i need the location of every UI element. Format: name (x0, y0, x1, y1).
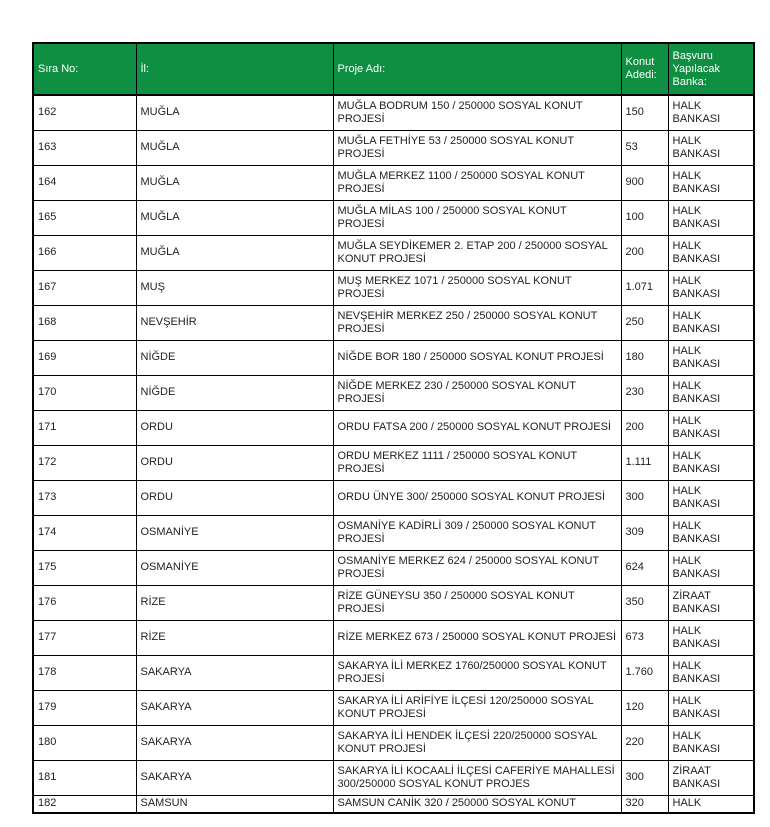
cell-banka: HALK BANKASI (668, 165, 754, 200)
table-row (33, 655, 754, 690)
table-row (33, 305, 754, 340)
cell-il: SAKARYA (136, 690, 333, 725)
table-row (33, 480, 754, 515)
table-row (33, 165, 754, 200)
cell-banka: HALK BANKASI (668, 655, 754, 690)
cell-banka: HALK BANKASI (668, 620, 754, 655)
cell-konut-adedi: 120 (621, 690, 668, 725)
cell-banka: HALK BANKASI (668, 410, 754, 445)
cell-proje-adi: ORDU FATSA 200 / 250000 SOSYAL KONUT PROJESİ (333, 410, 621, 445)
cell-il: NEVŞEHİR (136, 305, 333, 340)
cell-konut-adedi: 1.071 (621, 270, 668, 305)
cell-sira-no: 182 (33, 795, 136, 813)
cell-il: NİĞDE (136, 375, 333, 410)
cell-banka: HALK BANKASI (668, 270, 754, 305)
table-row (33, 760, 754, 795)
cell-il: OSMANİYE (136, 550, 333, 585)
cell-sira-no: 173 (33, 480, 136, 515)
cell-proje-adi: SAKARYA İLİ ARİFİYE İLÇESİ 120/250000 SOSYAL KONUT PROJESİ (333, 690, 621, 725)
cell-proje-adi: RİZE GÜNEYSU 350 / 250000 SOSYAL KONUT PROJESİ (333, 585, 621, 620)
cell-il: MUĞLA (136, 200, 333, 235)
cell-proje-adi: OSMANİYE KADİRLİ 309 / 250000 SOSYAL KONUT PROJESİ (333, 515, 621, 550)
column-header-sira-no: Sıra No: (33, 43, 136, 95)
cell-proje-adi: MUĞLA MİLAS 100 / 250000 SOSYAL KONUT PROJESİ (333, 200, 621, 235)
table-body (33, 95, 754, 813)
cell-sira-no: 169 (33, 340, 136, 375)
table-row (33, 550, 754, 585)
table-header (33, 43, 754, 95)
column-header-il: İl: (136, 43, 333, 95)
table-row (33, 375, 754, 410)
cell-sira-no: 177 (33, 620, 136, 655)
cell-proje-adi: NİĞDE BOR 180 / 250000 SOSYAL KONUT PROJESİ (333, 340, 621, 375)
cell-banka: HALK BANKASI (668, 95, 754, 130)
cell-il: OSMANİYE (136, 515, 333, 550)
table-row (33, 585, 754, 620)
cell-il: SAKARYA (136, 760, 333, 795)
cell-konut-adedi: 300 (621, 480, 668, 515)
cell-banka: HALK BANKASI (668, 305, 754, 340)
cell-proje-adi: SAKARYA İLİ KOCAALİ İLÇESİ CAFERİYE MAHALLESİ 300/250000 SOSYAL KONUT PROJES (333, 760, 621, 795)
cell-il: ORDU (136, 480, 333, 515)
cell-il: MUĞLA (136, 130, 333, 165)
column-header-konut-adedi: Konut Adedi: (621, 43, 668, 95)
table-row (33, 725, 754, 760)
cell-banka: HALK BANKASI (668, 445, 754, 480)
cell-sira-no: 171 (33, 410, 136, 445)
cell-banka: ZİRAAT BANKASI (668, 585, 754, 620)
cell-proje-adi: ORDU MERKEZ 1111 / 250000 SOSYAL KONUT PROJESİ (333, 445, 621, 480)
cell-proje-adi: SAMSUN CANİK 320 / 250000 SOSYAL KONUT (333, 795, 621, 813)
cell-konut-adedi: 100 (621, 200, 668, 235)
cell-sira-no: 179 (33, 690, 136, 725)
column-header-proje-adi: Proje Adı: (333, 43, 621, 95)
cell-sira-no: 176 (33, 585, 136, 620)
cell-proje-adi: MUĞLA BODRUM 150 / 250000 SOSYAL KONUT PROJESİ (333, 95, 621, 130)
column-header-basvuru-banka: Başvuru Yapılacak Banka: (668, 43, 754, 95)
cell-proje-adi: NİĞDE MERKEZ 230 / 250000 SOSYAL KONUT PROJESİ (333, 375, 621, 410)
table-row (33, 130, 754, 165)
cell-il: MUĞLA (136, 165, 333, 200)
cell-konut-adedi: 624 (621, 550, 668, 585)
cell-konut-adedi: 200 (621, 410, 668, 445)
cell-konut-adedi: 53 (621, 130, 668, 165)
cell-sira-no: 174 (33, 515, 136, 550)
table-row (33, 270, 754, 305)
cell-konut-adedi: 350 (621, 585, 668, 620)
cell-il: RİZE (136, 585, 333, 620)
cell-banka: HALK (668, 795, 754, 813)
cell-konut-adedi: 309 (621, 515, 668, 550)
cell-konut-adedi: 230 (621, 375, 668, 410)
header-row (33, 43, 754, 95)
cell-il: MUĞLA (136, 95, 333, 130)
cell-sira-no: 162 (33, 95, 136, 130)
cell-proje-adi: MUĞLA FETHİYE 53 / 250000 SOSYAL KONUT PROJESİ (333, 130, 621, 165)
cell-sira-no: 180 (33, 725, 136, 760)
cell-sira-no: 181 (33, 760, 136, 795)
table-row (33, 200, 754, 235)
cell-proje-adi: SAKARYA İLİ MERKEZ 1760/250000 SOSYAL KONUT PROJESİ (333, 655, 621, 690)
cell-sira-no: 170 (33, 375, 136, 410)
cell-sira-no: 166 (33, 235, 136, 270)
cell-konut-adedi: 200 (621, 235, 668, 270)
cell-banka: HALK BANKASI (668, 725, 754, 760)
cell-il: MUŞ (136, 270, 333, 305)
cell-sira-no: 178 (33, 655, 136, 690)
cell-proje-adi: OSMANİYE MERKEZ 624 / 250000 SOSYAL KONUT PROJESİ (333, 550, 621, 585)
cell-proje-adi: SAKARYA İLİ HENDEK İLÇESİ 220/250000 SOSYAL KONUT PROJESİ (333, 725, 621, 760)
cell-konut-adedi: 1.111 (621, 445, 668, 480)
cell-banka: HALK BANKASI (668, 550, 754, 585)
cell-konut-adedi: 1.760 (621, 655, 668, 690)
cell-konut-adedi: 300 (621, 760, 668, 795)
cell-il: SAMSUN (136, 795, 333, 813)
cell-sira-no: 163 (33, 130, 136, 165)
cell-konut-adedi: 250 (621, 305, 668, 340)
cell-banka: HALK BANKASI (668, 690, 754, 725)
cell-il: NİĞDE (136, 340, 333, 375)
cell-sira-no: 165 (33, 200, 136, 235)
table-row (33, 515, 754, 550)
cell-proje-adi: MUĞLA MERKEZ 1100 / 250000 SOSYAL KONUT PROJESİ (333, 165, 621, 200)
table-row (33, 410, 754, 445)
cell-proje-adi: MUĞLA SEYDİKEMER 2. ETAP 200 / 250000 SOSYAL KONUT PROJESİ (333, 235, 621, 270)
cell-banka: HALK BANKASI (668, 515, 754, 550)
cell-banka: ZİRAAT BANKASI (668, 760, 754, 795)
cell-il: ORDU (136, 445, 333, 480)
cell-sira-no: 167 (33, 270, 136, 305)
cell-konut-adedi: 900 (621, 165, 668, 200)
cell-proje-adi: MUŞ MERKEZ 1071 / 250000 SOSYAL KONUT PROJESİ (333, 270, 621, 305)
cell-proje-adi: RİZE MERKEZ 673 / 250000 SOSYAL KONUT PROJESİ (333, 620, 621, 655)
cell-il: SAKARYA (136, 655, 333, 690)
cell-banka: HALK BANKASI (668, 130, 754, 165)
housing-projects-table (32, 42, 755, 814)
cell-konut-adedi: 180 (621, 340, 668, 375)
cell-sira-no: 164 (33, 165, 136, 200)
table-row (33, 690, 754, 725)
cell-konut-adedi: 150 (621, 95, 668, 130)
cell-proje-adi: ORDU ÜNYE 300/ 250000 SOSYAL KONUT PROJESİ (333, 480, 621, 515)
cell-konut-adedi: 220 (621, 725, 668, 760)
table-row (33, 235, 754, 270)
cell-banka: HALK BANKASI (668, 340, 754, 375)
cell-sira-no: 175 (33, 550, 136, 585)
cell-il: RİZE (136, 620, 333, 655)
table-row (33, 340, 754, 375)
cell-banka: HALK BANKASI (668, 480, 754, 515)
table-row (33, 620, 754, 655)
cell-banka: HALK BANKASI (668, 235, 754, 270)
cell-banka: HALK BANKASI (668, 200, 754, 235)
cell-banka: HALK BANKASI (668, 375, 754, 410)
table-row (33, 95, 754, 130)
table-row (33, 795, 754, 813)
cell-sira-no: 168 (33, 305, 136, 340)
cell-il: SAKARYA (136, 725, 333, 760)
cell-konut-adedi: 320 (621, 795, 668, 813)
cell-proje-adi: NEVŞEHİR MERKEZ 250 / 250000 SOSYAL KONUT PROJESİ (333, 305, 621, 340)
cell-sira-no: 172 (33, 445, 136, 480)
cell-il: MUĞLA (136, 235, 333, 270)
table-row (33, 445, 754, 480)
cell-il: ORDU (136, 410, 333, 445)
cell-konut-adedi: 673 (621, 620, 668, 655)
